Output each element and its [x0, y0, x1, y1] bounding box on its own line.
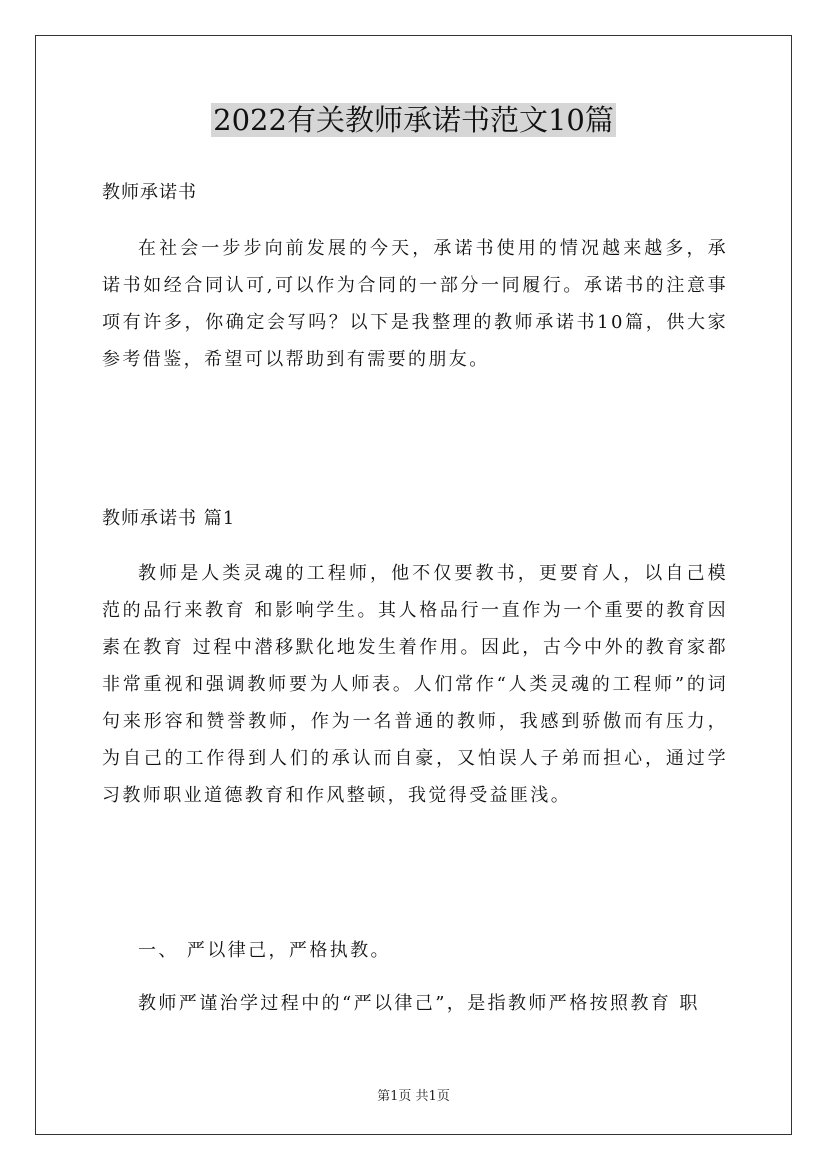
- document-title-text: 2022有关教师承诺书范文10篇: [213, 103, 614, 137]
- document-title: [0, 100, 827, 140]
- point-1: 一、 严以律己，严格执教。: [138, 940, 391, 961]
- page-footer: 第1页 共1页: [377, 1089, 450, 1104]
- article-heading: 教师承诺书 篇1: [102, 508, 236, 529]
- intro-paragraph: 在社会一步步向前发展的今天，承诺书使用的情况越来越多，承诺书如经合同认可,可以作为合同的一部分一同履行。承诺书的注意事项有许多，你确定会写吗？以下是我整理的教师承诺书10篇，供大家参考借鉴，希望可以帮助到有需要的朋友。: [102, 238, 728, 370]
- paragraph-1: 教师是人类灵魂的工程师，他不仅要教书，更要育人，以自己模范的品行来教育 和影响学生。其人格品行一直作为一个重要的教育因素在教育 过程中潜移默化地发生着作用。因此，古今中外的教育家都非常重视和强调教师要为人师表。人们常作“人类灵魂的工程师”的词句来形容和赞誉教师，作为一名普通的教师，我感到骄傲而有压力，为自己的工作得到人们的承认而自豪，又怕误人子弟而担心，通过学习教师职业道德教育和作风整顿，我觉得受益匪浅。: [102, 563, 728, 806]
- paragraph-2: 教师严谨治学过程中的“严以律己”，是指教师严格按照教育 职: [138, 993, 700, 1014]
- section-heading: 教师承诺书: [102, 182, 197, 203]
